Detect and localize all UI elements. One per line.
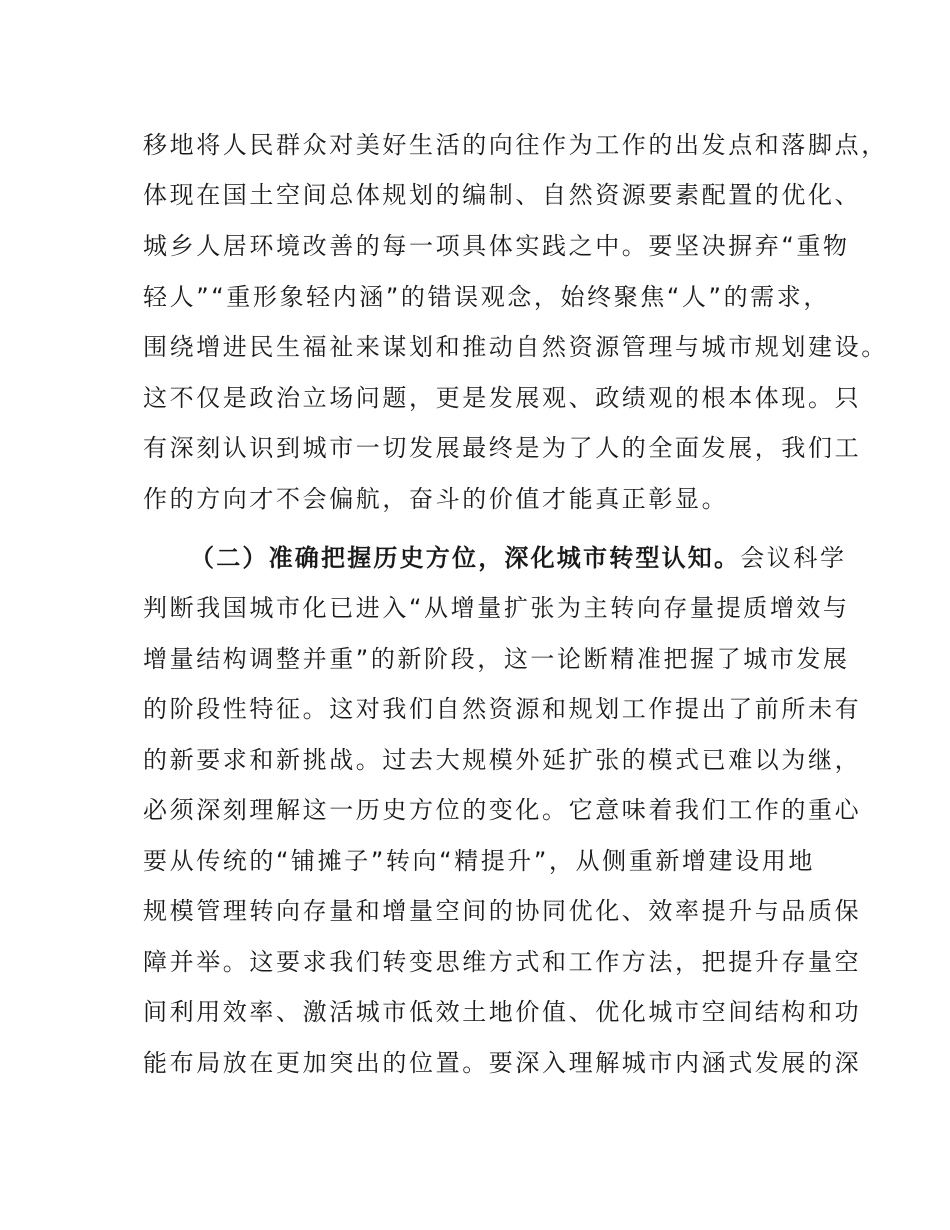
text-line: 要从传统的“铺摊子”转向“精提升”，从侧重新增建设用地 [143, 847, 815, 875]
text-line: 城乡人居环境改善的每一项具体实践之中。要坚决摒弃“重物 [143, 232, 850, 260]
paragraph-2-first-line [190, 541, 890, 575]
text-line: 的阶段性特征。这对我们自然资源和规划工作提出了前所未有 [143, 695, 862, 723]
text-line: 有深刻认识到城市一切发展最终是为了人的全面发展，我们工 [143, 434, 862, 462]
text-line: 体现在国土空间总体规划的编制、自然资源要素配置的优化、 [143, 181, 862, 209]
text-line: 的新要求和新挑战。过去大规模外延扩张的模式已难以为继， [143, 746, 862, 774]
text-line: 围绕增进民生福祉来谋划和推动自然资源管理与城市规划建设。 [143, 333, 888, 361]
text-line: 能布局放在更加突出的位置。要深入理解城市内涵式发展的深 [143, 1049, 862, 1077]
heading-trailing-text: 会议科学 [740, 544, 847, 572]
text-line: 障并举。这要求我们转变思维方式和工作方法，把提升存量空 [143, 948, 862, 976]
text-line: 移地将人民群众对美好生活的向往作为工作的出发点和落脚点， [143, 131, 888, 159]
text-line: 这不仅是政治立场问题，更是发展观、政绩观的根本体现。只 [143, 384, 862, 412]
text-line: 判断我国城市化已进入“从增量扩张为主转向存量提质增效与 [143, 594, 850, 622]
section-heading: （二）准确把握历史方位，深化城市转型认知。 [190, 544, 741, 572]
text-line: 必须深刻理解这一历史方位的变化。它意味着我们工作的重心 [143, 796, 862, 824]
text-line: 间利用效率、激活城市低效土地价值、优化城市空间结构和功 [143, 998, 862, 1026]
text-line: 增量结构调整并重”的新阶段，这一论断精准把握了城市发展 [143, 645, 850, 673]
text-line: 规模管理转向存量和增量空间的协同优化、效率提升与品质保 [143, 897, 862, 925]
text-line: 轻人”“重形象轻内涵”的错误观念，始终聚焦“人”的需求， [143, 283, 830, 311]
text-line: 作的方向才不会偏航，奋斗的价值才能真正彰显。 [143, 485, 729, 513]
